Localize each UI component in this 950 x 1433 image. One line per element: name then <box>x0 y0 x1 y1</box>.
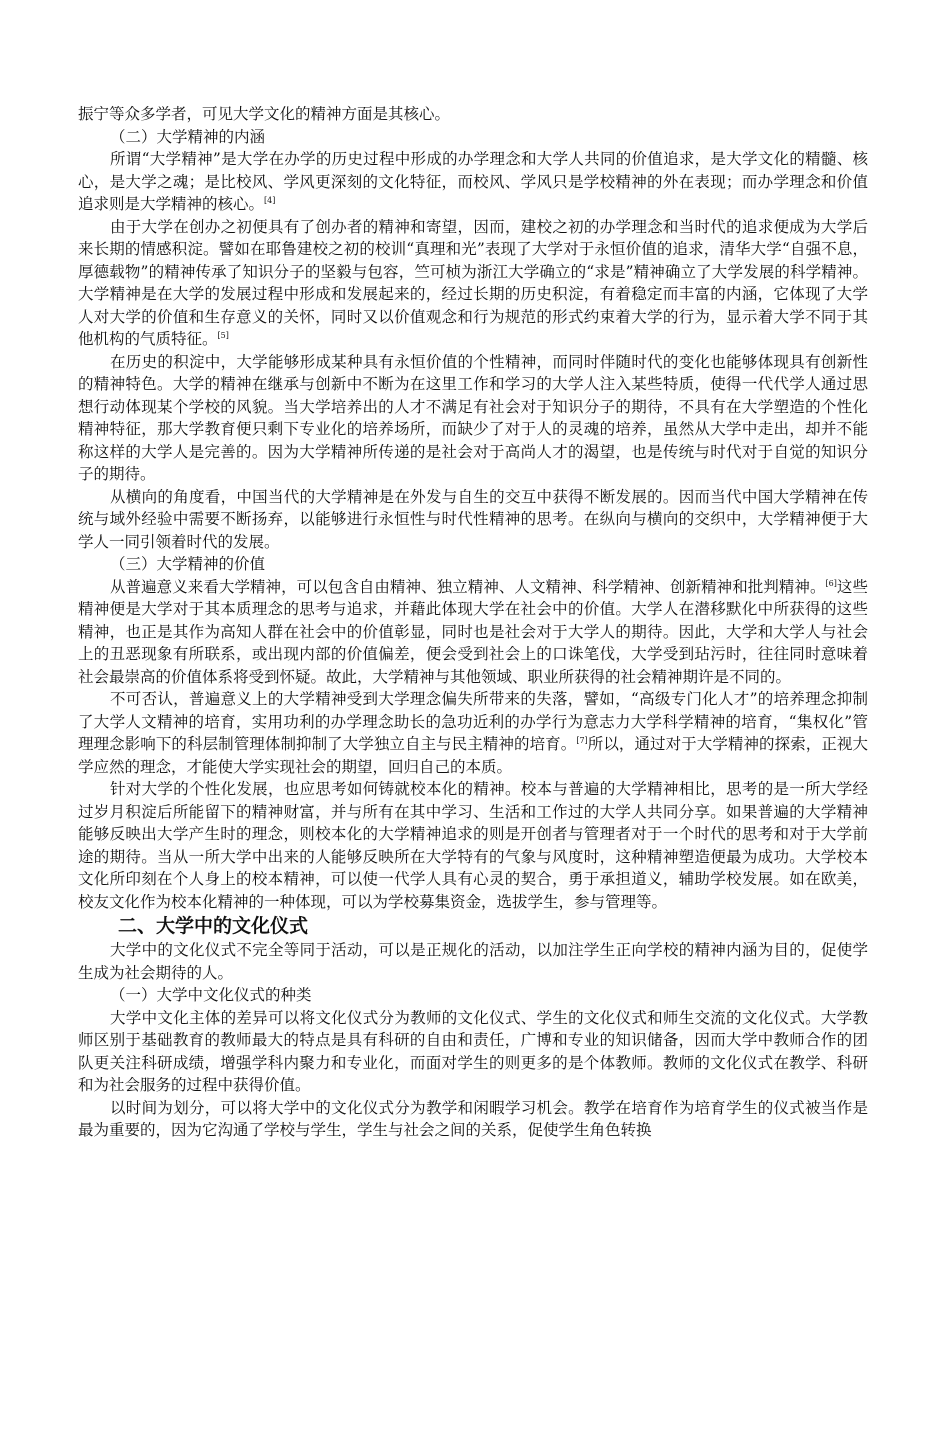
subsection-heading-text: （二）大学精神的内涵 <box>110 127 266 146</box>
paragraph-text: 这些精神便是大学对于其本质理念的思考与追求，并藉此体现大学在社会中的价值。大学人在潜移默化中所获得的这些精神，也正是其作为高知人群在社会中的价值彰显，同时也是社会对于大学人的期待。因此，大学和大学人与社会上的丑恶现象有所联系，或出现内部的价值偏差，便会受到社会上的口诛笔伐，大学受到玷污时，往往同时意味着社会最崇高的价值体系将受到怀疑。故此，大学精神与其他领域、职业所获得的社会精神期许是不同的。 <box>78 577 868 686</box>
citation-ref: [7] <box>576 735 588 745</box>
citation-ref: [5] <box>217 330 229 340</box>
subsection-heading-spirit-value <box>78 553 868 576</box>
subsection-heading-text: （一）大学中文化仪式的种类 <box>110 986 312 1004</box>
paragraph-text: 由于大学在创办之初便具有了创办者的精神和寄望，因而，建校之初的办学理念和当时代的追求便成为大学后来长期的情感积淀。譬如在耶鲁建校之初的校训“真理和光”表现了大学对于永恒价值的追求，清华大学“自强不息，厚德载物”的精神传承了知识分子的坚毅与包容，竺可桢为浙江大学确立的“求是”精神确立了大学发展的科学精神。大学精神是在大学的发展过程中形成和发展起来的，经过长期的历史积淀，有着稳定而丰富的内涵，它体现了大学人对大学的价值和生存意义的关怀，同时又以价值观念和行为规范的形式约束着大学的行为，显示着大学不同于其他机构的气质特征。 <box>78 217 868 348</box>
paragraph-text: 在历史的积淀中，大学能够形成某种具有永恒价值的个性精神，而同时伴随时代的变化也能够体现具有创新性的精神特色。大学的精神在继承与创新中不断为在这里工作和学习的大学人注入某些特质，使得一代代学人通过思想行动体现某个学校的风貌。当大学培养出的人才不满足有社会对于知识分子的期待，不具有在大学塑造的个性化精神特征，那大学教育便只剩下专业化的培养场所，而缺少了对于人的灵魂的培养，虽然从大学中走出，却并不能称这样的大学人是完善的。因为大学精神所传递的是社会对于高尚人才的渴望，也是传统与时代对于自觉的知识分子的期待。 <box>78 352 868 483</box>
citation-ref: [6] <box>825 578 837 588</box>
citation-ref: [4] <box>264 195 276 205</box>
subsection-heading-ritual-types <box>78 984 868 1007</box>
paragraph <box>78 351 868 486</box>
paragraph-text: 不可否认，普遍意义上的大学精神受到大学理念偏失所带来的失落，譬如，“高级专门化人才”的培养理念抑制了大学人文精神的培育，实用功利的办学理念助长的急功近利的办学行为意志力大学科学精神的培育，“集权化”管理理念影响下的科层制管理体制抑制了大学独立自主与民主精神的培育。 <box>78 690 868 753</box>
subsection-heading-text: （三）大学精神的价值 <box>110 555 266 573</box>
paragraph-text: 针对大学的个性化发展，也应思考如何铸就校本化的精神。校本与普遍的大学精神相比，思考的是一所大学经过岁月积淀后所能留下的精神财富，并与所有在其中学习、生活和工作过的大学人共同分享。如果普遍的大学精神能够反映出大学产生时的理念，则校本化的大学精神追求的则是开创者与管理者对于一个时代的思考和对于大学前途的期待。当从一所大学中出来的人能够反映所在大学特有的气象与风度时，这种精神塑造便最为成功。大学校本文化所印刻在个人身上的校本精神，可以使一代学人具有心灵的契合，勇于承担道义，辅助学校发展。如在欧美，校友文化作为校本化精神的一种体现，可以为学校募集资金，选拔学生，参与管理等。 <box>78 780 868 911</box>
paragraph <box>78 148 868 216</box>
paragraph-continuation <box>78 103 868 126</box>
paragraph-text: 振宁等众多学者，可见大学文化的精神方面是其核心。 <box>78 105 451 123</box>
paragraph-text: 从横向的角度看，中国当代的大学精神是在外发与自生的交互中获得不断发展的。因而当代中国大学精神在传统与域外经验中需要不断扬弃，以能够进行永恒性与时代性精神的思考。在纵向与横向的交织中，大学精神便于大学人一同引领着时代的发展。 <box>78 487 868 551</box>
paragraph <box>78 216 868 351</box>
section-heading-text: 二、大学中的文化仪式 <box>118 915 309 937</box>
paragraph-text: 从普遍意义来看大学精神，可以包含自由精神、独立精神、人文精神、科学精神、创新精神和批判精神。 <box>110 577 826 596</box>
paragraph <box>78 939 868 984</box>
paragraph <box>78 1097 868 1142</box>
paragraph <box>78 576 868 689</box>
subsection-heading-spirit-connotation <box>78 126 868 149</box>
document-body <box>78 103 868 1142</box>
paragraph <box>78 688 868 778</box>
paragraph-text: 以时间为划分，可以将大学中的文化仪式分为教学和闲暇学习机会。教学在培育作为培育学生的仪式被当作是最为重要的，因为它沟通了学校与学生，学生与社会之间的关系，促使学生角色转换 <box>78 1098 868 1139</box>
paragraph-text: 所谓“大学精神”是大学在办学的历史过程中形成的办学理念和大学人共同的价值追求，是大学文化的精髓、核心，是大学之魂；是比校风、学风更深刻的文化特征，而校风、学风只是学校精神的外在表现；而办学理念和价值追求则是大学精神的核心。 <box>78 150 868 213</box>
paragraph-text: 所以，通过对于大学精神的探索，正视大学应然的理念，才能使大学实现社会的期望，回归自己的本质。 <box>78 735 868 776</box>
paragraph <box>78 778 868 913</box>
paragraph <box>78 486 868 554</box>
paragraph <box>78 1007 868 1097</box>
paragraph-text: 大学中文化主体的差异可以将文化仪式分为教师的文化仪式、学生的文化仪式和师生交流的文化仪式。大学教师区别于基础教育的教师最大的特点是具有科研的自由和责任，广博和专业的知识储备，因而大学中教师合作的团队更关注科研成绩，增强学科内聚力和专业化，而面对学生的则更多的是个体教师。教师的文化仪式在教学、科研和为社会服务的过程中获得价值。 <box>78 1008 868 1094</box>
section-heading-cultural-rituals <box>78 913 868 939</box>
paragraph-text: 大学中的文化仪式不完全等同于活动，可以是正规化的活动，以加注学生正向学校的精神内涵为目的，促使学生成为社会期待的人。 <box>78 941 868 982</box>
